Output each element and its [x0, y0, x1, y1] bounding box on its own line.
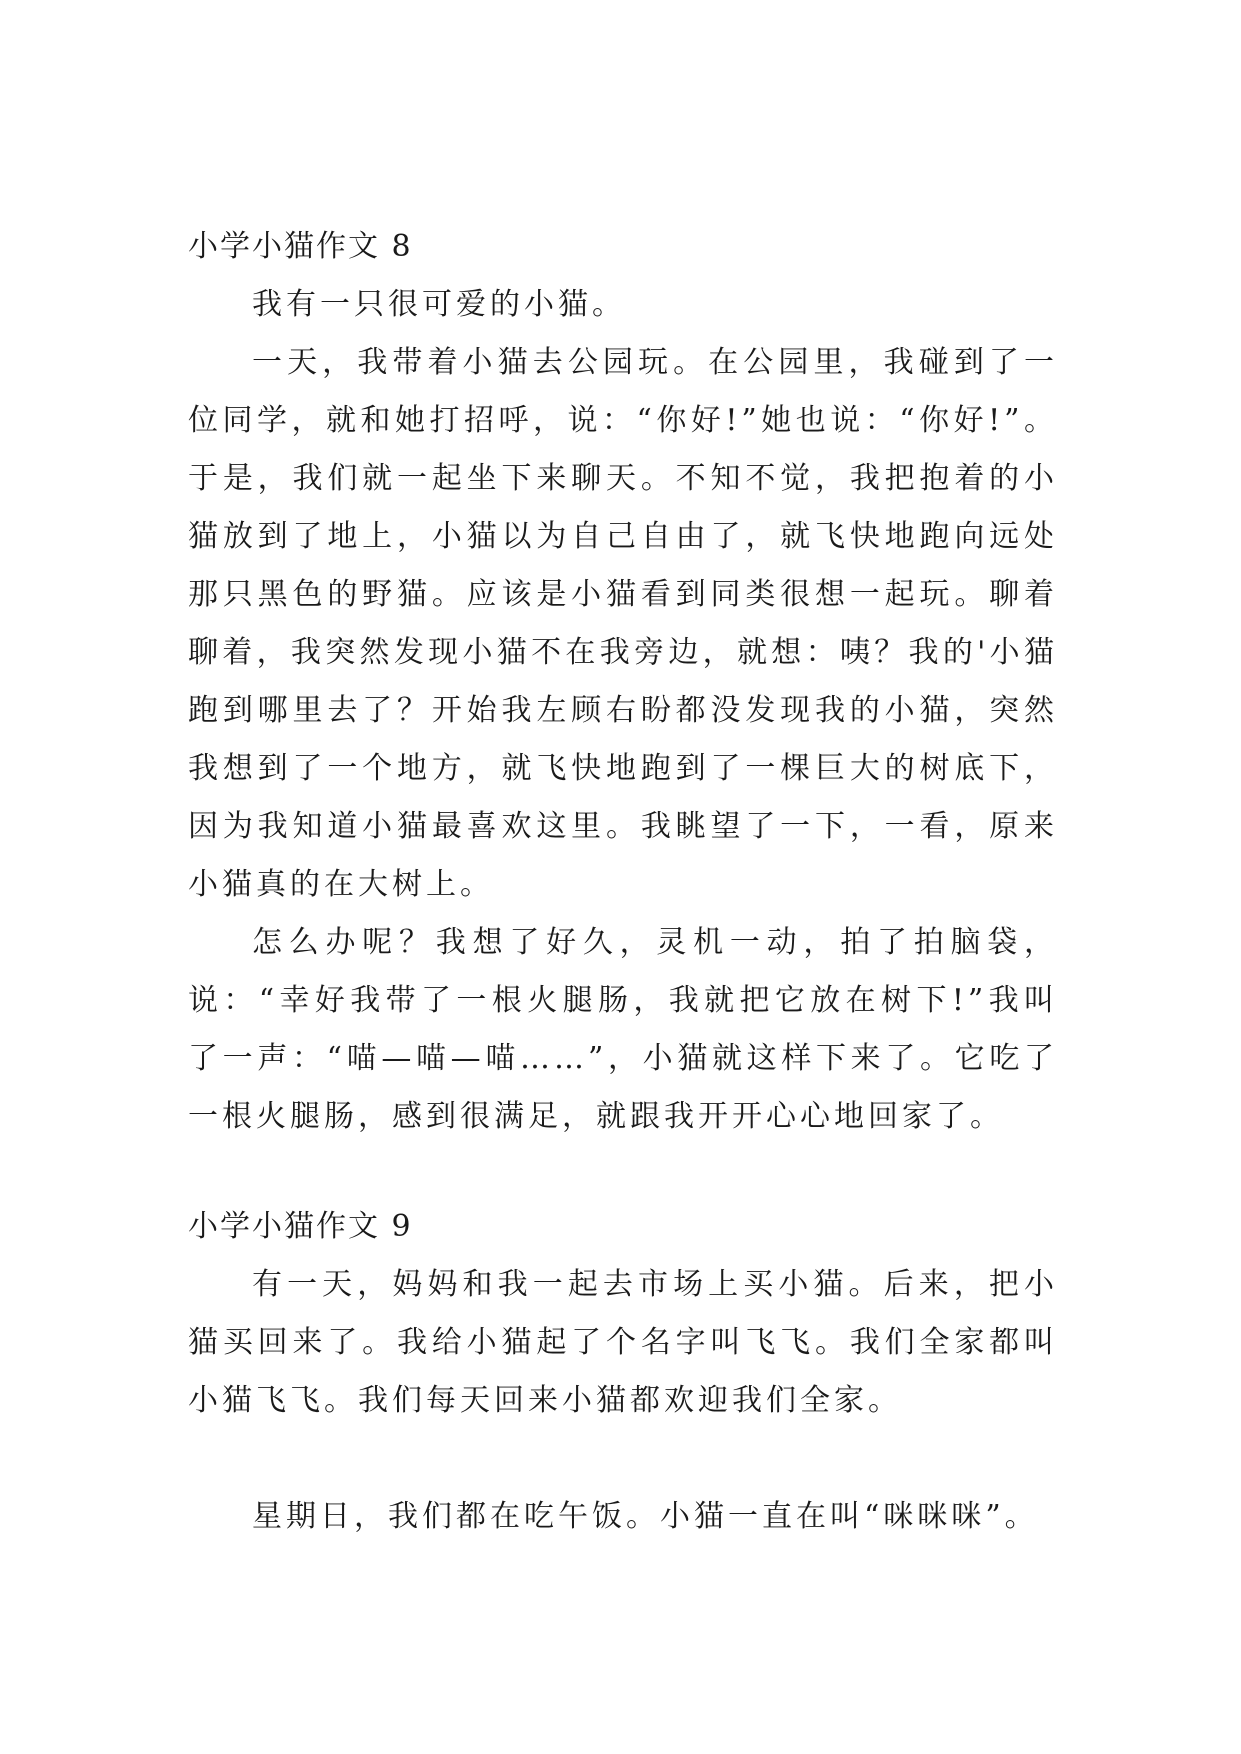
essay-8-paragraph-3: 怎么办呢？我想了好久，灵机一动，拍了拍脑袋，说：“幸好我带了一根火腿肠，我就把它放在树下!”我叫了一声：“喵—喵—喵……”，小猫就这样下来了。它吃了一根火腿肠，感到很满足，就跟我开开心心地回家了。 [188, 925, 1058, 1134]
essay-8-paragraph-1: 我有一只很可爱的小猫。 [252, 287, 626, 322]
essay-8-title: 小学小猫作文 8 [188, 229, 413, 264]
essay-8-paragraph-2: 一天，我带着小猫去公园玩。在公园里，我碰到了一位同学，就和她打招呼，说：“你好!”她也说：“你好!”。于是，我们就一起坐下来聊天。不知不觉，我把抱着的小猫放到了地上，小猫以为自己自由了，就飞快地跑向远处那只黑色的野猫。应该是小猫看到同类很想一起玩。聊着聊着，我突然发现小猫不在我旁边，就想：咦？我的'小猫跑到哪里去了？开始我左顾右盼都没发现我的小猫，突然我想到了一个地方，就飞快地跑到了一棵巨大的树底下，因为我知道小猫最喜欢这里。我眺望了一下，一看，原来小猫真的在大树上。 [188, 345, 1058, 902]
essay-9-paragraph-1: 有一天，妈妈和我一起去市场上买小猫。后来，把小猫买回来了。我给小猫起了个名字叫飞飞。我们全家都叫小猫飞飞。我们每天回来小猫都欢迎我们全家。 [188, 1267, 1058, 1418]
essay-9-paragraph-2: 星期日，我们都在吃午饭。小猫一直在叫“咪咪咪”。 [252, 1499, 1039, 1534]
essay-9-title: 小学小猫作文 9 [188, 1209, 413, 1244]
